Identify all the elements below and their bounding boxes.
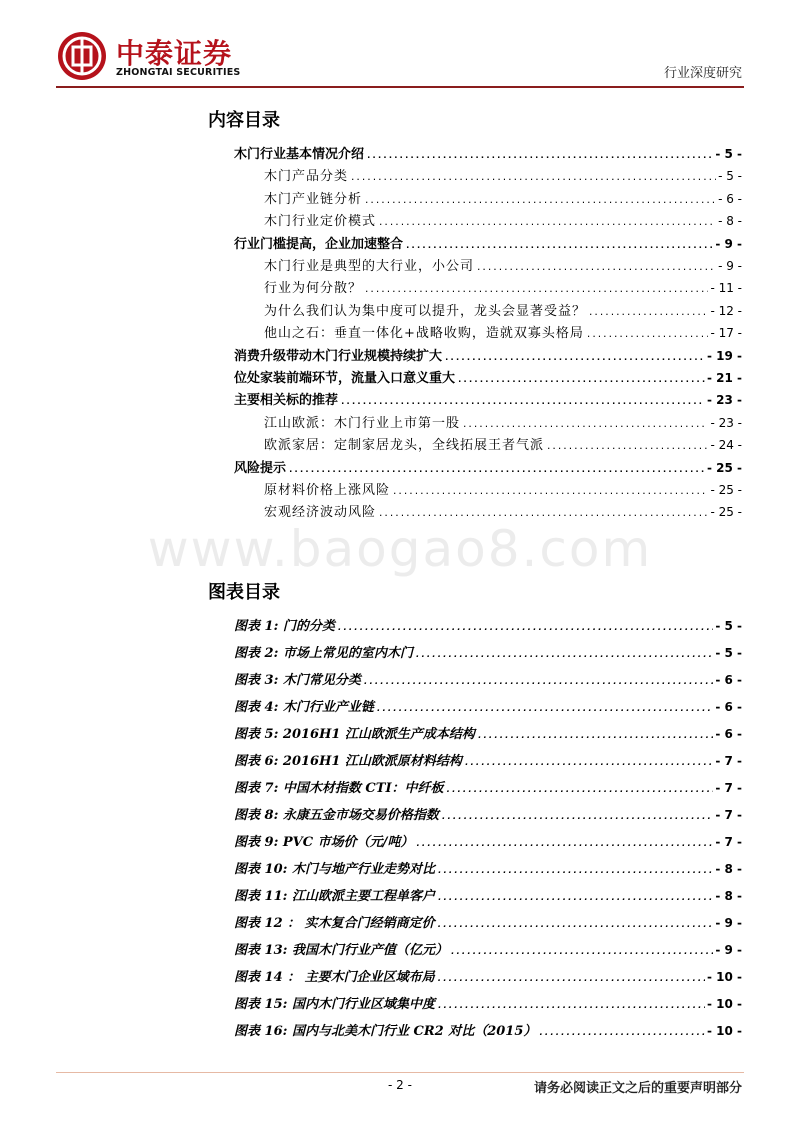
entry-title: 图表 2: 市场上常见的室内木门 <box>234 646 413 661</box>
entry-page-number: - 23 - <box>710 415 742 430</box>
entry-page-number: - 9 - <box>718 259 742 273</box>
entry-title: 图表 12 ： 实木复合门经销商定价 <box>234 916 435 931</box>
dot-leader <box>437 916 714 934</box>
header-divider <box>56 86 744 88</box>
dot-leader <box>457 371 705 389</box>
figure-entry[interactable] <box>234 833 742 851</box>
entry-page-number: - 6 - <box>715 727 742 741</box>
dot-leader <box>378 214 716 232</box>
dot-leader <box>364 281 708 299</box>
entry-title: 行业门槛提高，企业加速整合 <box>234 236 404 252</box>
logo-english-name: ZHONGTAI SECURITIES <box>116 67 241 78</box>
entry-title: 原材料价格上涨风险 <box>264 483 391 498</box>
dot-leader <box>376 700 713 718</box>
figure-entry[interactable] <box>234 725 742 743</box>
entry-page-number: - 9 - <box>715 236 742 251</box>
entry-title: 行业为何分散？ <box>264 281 363 297</box>
toc-entry[interactable] <box>234 145 742 163</box>
dot-leader <box>405 237 713 255</box>
dot-leader <box>464 754 713 772</box>
entry-page-number: - 10 - <box>706 970 742 984</box>
dot-leader <box>441 808 713 826</box>
watermark: www.baogao8.com <box>147 520 653 578</box>
toc-entry[interactable] <box>234 235 742 253</box>
dot-leader <box>444 349 705 367</box>
dot-leader <box>437 970 705 988</box>
dot-leader <box>364 192 716 210</box>
entry-title: 欧派家居：定制家居龙头，全线拓展王者气派 <box>264 438 545 454</box>
entry-title: 图表 15: 国内木门行业区域集中度 <box>234 997 435 1012</box>
figure-entry[interactable] <box>234 968 742 986</box>
entry-title: 图表 9: PVC 市场价（元/吨） <box>234 835 414 850</box>
dot-leader <box>340 393 705 411</box>
entry-page-number: - 9 - <box>715 943 742 957</box>
entry-page-number: - 9 - <box>715 916 742 930</box>
toc-entry[interactable] <box>264 481 742 499</box>
toc-entry[interactable] <box>264 503 742 521</box>
entry-page-number: - 7 - <box>715 808 742 822</box>
entry-page-number: - 23 - <box>706 393 742 408</box>
entry-title: 宏观经济波动风险 <box>264 505 377 521</box>
footer-disclaimer: 请务必阅读正文之后的重要声明部分 <box>533 1081 742 1096</box>
entry-title: 图表 10: 木门与地产行业走势对比 <box>234 862 435 877</box>
entry-title: 木门产业链分析 <box>264 191 363 207</box>
toc-entry[interactable] <box>264 414 742 432</box>
dot-leader <box>366 147 713 165</box>
dot-leader <box>363 673 713 691</box>
entry-title: 图表 1: 门的分类 <box>234 619 335 634</box>
company-logo <box>56 30 256 86</box>
figure-entry[interactable] <box>234 914 742 932</box>
entry-title: 位处家装前端环节，流量入口意义重大 <box>234 371 456 386</box>
dot-leader <box>586 326 709 344</box>
entry-page-number: - 25 - <box>706 460 742 475</box>
entry-title: 消费升级带动木门行业规模持续扩大 <box>234 348 443 364</box>
figure-entry[interactable] <box>234 617 742 635</box>
entry-title: 木门行业基本情况介绍 <box>234 147 365 162</box>
entry-title: 他山之石：垂直一体化+战略收购，造就双寡头格局 <box>264 326 584 342</box>
dot-leader <box>546 438 708 456</box>
entry-title: 图表 3: 木门常见分类 <box>234 673 361 688</box>
figures-heading: 图表目录 <box>208 582 280 603</box>
entry-title: 木门行业是典型的大行业，小公司 <box>264 259 475 274</box>
entry-page-number: - 5 - <box>718 169 742 184</box>
page-number: - 2 - <box>388 1078 412 1092</box>
entry-title: 图表 14 ： 主要木门企业区域布局 <box>234 970 435 985</box>
zhongtai-logo-icon <box>56 30 108 82</box>
figure-entry[interactable] <box>234 644 742 662</box>
toc-entry[interactable] <box>234 369 742 387</box>
entry-page-number: - 8 - <box>718 214 742 229</box>
entry-title: 江山欧派：木门行业上市第一股 <box>264 415 461 431</box>
entry-page-number: - 8 - <box>715 862 742 876</box>
toc-entry[interactable] <box>264 279 742 297</box>
dot-leader <box>392 483 708 501</box>
toc-entry[interactable] <box>264 324 742 342</box>
entry-page-number: - 6 - <box>715 673 742 687</box>
entry-page-number: - 11 - <box>710 281 742 296</box>
toc-entry[interactable] <box>234 347 742 365</box>
entry-title: 木门行业定价模式 <box>264 214 377 230</box>
toc-entry[interactable] <box>234 459 742 477</box>
dot-leader <box>337 619 713 637</box>
entry-title: 主要相关标的推荐 <box>234 393 339 409</box>
entry-title: 图表 8: 永康五金市场交易价格指数 <box>234 808 439 823</box>
entry-title: 风险提示 <box>234 460 287 476</box>
figure-entry[interactable] <box>234 995 742 1013</box>
figure-entry[interactable] <box>234 806 742 824</box>
entry-page-number: - 7 - <box>715 754 742 768</box>
entry-page-number: - 25 - <box>710 505 742 520</box>
figure-entry[interactable] <box>234 1022 742 1040</box>
figure-entry[interactable] <box>234 887 742 905</box>
entry-title: 图表 7: 中国木材指数 CTI：中纤板 <box>234 781 444 796</box>
entry-title: 木门产品分类 <box>264 169 349 185</box>
entry-page-number: - 5 - <box>715 619 742 633</box>
entry-title: 为什么我们认为集中度可以提升，龙头会显著受益？ <box>264 303 587 319</box>
entry-page-number: - 10 - <box>706 1024 742 1038</box>
entry-page-number: - 7 - <box>715 835 742 849</box>
figure-entry[interactable] <box>234 941 742 959</box>
entry-page-number: - 19 - <box>706 348 742 363</box>
toc-entry[interactable] <box>234 391 742 409</box>
figure-entry[interactable] <box>234 779 742 797</box>
dot-leader <box>588 304 708 322</box>
toc-entry[interactable] <box>264 302 742 320</box>
entry-page-number: - 25 - <box>710 483 742 497</box>
toc-entry[interactable] <box>264 212 742 230</box>
dot-leader <box>450 943 713 961</box>
toc-entry[interactable] <box>264 436 742 454</box>
dot-leader <box>476 259 716 277</box>
dot-leader <box>415 835 713 853</box>
dot-leader <box>477 727 713 745</box>
dot-leader <box>350 169 716 187</box>
dot-leader <box>437 889 713 907</box>
dot-leader <box>462 416 708 434</box>
entry-title: 图表 13: 我国木门行业产值（亿元） <box>234 943 448 958</box>
dot-leader <box>288 461 705 479</box>
entry-page-number: - 5 - <box>715 646 742 660</box>
figure-entry[interactable] <box>234 698 742 716</box>
entry-title: 图表 5: 2016H1 江山欧派生产成本结构 <box>234 727 475 742</box>
contents-heading: 内容目录 <box>208 110 280 131</box>
entry-page-number: - 10 - <box>706 997 742 1011</box>
entry-page-number: - 24 - <box>710 438 742 453</box>
figure-entry[interactable] <box>234 860 742 878</box>
dot-leader <box>437 862 713 880</box>
entry-page-number: - 8 - <box>715 889 742 903</box>
entry-title: 图表 11: 江山欧派主要工程单客户 <box>234 889 435 904</box>
entry-page-number: - 21 - <box>706 371 742 385</box>
entry-page-number: - 17 - <box>710 326 742 341</box>
figure-entry[interactable] <box>234 671 742 689</box>
logo-chinese-name: 中泰证券 <box>116 37 233 70</box>
entry-page-number: - 7 - <box>715 781 742 795</box>
entry-page-number: - 6 - <box>715 700 742 714</box>
footer-divider <box>56 1072 744 1073</box>
dot-leader <box>437 997 705 1015</box>
entry-page-number: - 5 - <box>715 147 742 161</box>
dot-leader <box>446 781 714 799</box>
toc-entry[interactable] <box>264 190 742 208</box>
entry-page-number: - 6 - <box>718 191 742 206</box>
entry-page-number: - 12 - <box>710 303 742 318</box>
dot-leader <box>415 646 713 664</box>
entry-title: 图表 16: 国内与北美木门行业 CR2 对比（2015） <box>234 1024 537 1039</box>
toc-entry[interactable] <box>264 257 742 275</box>
entry-title: 图表 6: 2016H1 江山欧派原材料结构 <box>234 754 462 769</box>
report-type-label: 行业深度研究 <box>663 66 742 81</box>
dot-leader <box>538 1024 705 1042</box>
toc-entry[interactable] <box>264 167 742 185</box>
entry-title: 图表 4: 木门行业产业链 <box>234 700 374 715</box>
figure-entry[interactable] <box>234 752 742 770</box>
